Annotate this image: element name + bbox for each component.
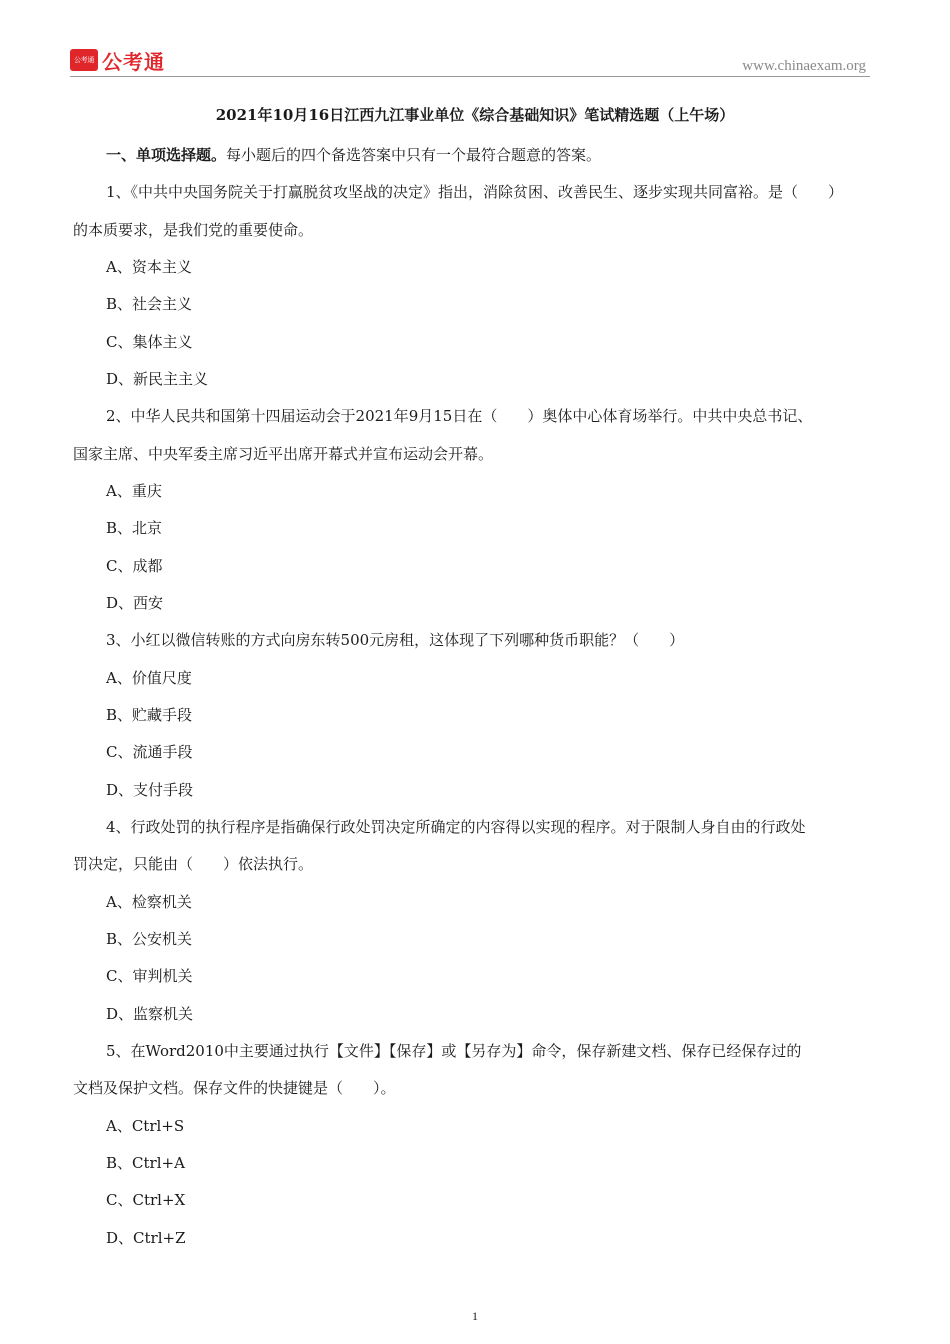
question-4-option-a: A、检察机关 <box>106 893 192 911</box>
question-1-stem-line1: 1、《中共中央国务院关于打赢脱贫攻坚战的决定》指出，消除贫困、改善民生、逐步实现共同富裕。是（ ） <box>106 183 844 201</box>
question-4-option-b: B、公安机关 <box>106 930 193 948</box>
logo-text: 公考通 <box>102 50 165 74</box>
question-4-stem-line2: 罚决定，只能由（ ）依法执行。 <box>73 855 314 873</box>
section-heading <box>106 144 601 165</box>
question-3-stem-line1: 3、小红以微信转账的方式向房东转500元房租，这体现了下列哪种货币职能？（ ） <box>106 631 685 649</box>
question-4-option-c: C、审判机关 <box>106 967 193 985</box>
question-5-option-b: B、Ctrl+A <box>106 1154 185 1172</box>
question-5-stem-line2: 文档及保护文档。保存文件的快捷键是（ ）。 <box>73 1079 396 1097</box>
question-2-option-c: C、成都 <box>106 557 163 575</box>
question-1-option-a: A、资本主义 <box>106 258 192 276</box>
page-number: 1 <box>472 1309 478 1323</box>
question-3-option-c: C、流通手段 <box>106 743 193 761</box>
question-3-option-d: D、支付手段 <box>106 781 194 799</box>
question-2-option-b: B、北京 <box>106 519 163 537</box>
question-2-option-a: A、重庆 <box>106 482 162 500</box>
question-4-option-d: D、监察机关 <box>106 1005 194 1023</box>
question-2-option-d: D、西安 <box>106 594 164 612</box>
header-divider <box>70 76 870 77</box>
question-4-stem-line1: 4、行政处罚的执行程序是指确保行政处罚决定所确定的内容得以实现的程序。对于限制人身自由的行政处 <box>106 818 806 836</box>
document-title: 2021年10月16日江西九江事业单位《综合基础知识》笔试精选题（上午场） <box>215 106 735 124</box>
logo-badge: 公考通 <box>70 49 98 71</box>
section-instruction: 每小题后的四个备选答案中只有一个最符合题意的答案。 <box>226 146 602 164</box>
question-3-option-b: B、贮藏手段 <box>106 706 193 724</box>
question-2-stem-line2: 国家主席、中央军委主席习近平出席开幕式并宣布运动会开幕。 <box>73 445 494 463</box>
page-header <box>0 0 950 80</box>
question-3-option-a: A、价值尺度 <box>106 669 192 687</box>
question-5-option-c: C、Ctrl+X <box>106 1191 186 1209</box>
question-1-option-b: B、社会主义 <box>106 295 193 313</box>
question-1-option-d: D、新民主主义 <box>106 370 209 388</box>
question-5-option-a: A、Ctrl+S <box>106 1117 185 1135</box>
question-5-option-d: D、Ctrl+Z <box>106 1229 186 1247</box>
question-1-option-c: C、集体主义 <box>106 333 193 351</box>
site-url[interactable]: www.chinaexam.org <box>742 58 866 74</box>
section-heading-label: 一、单项选择题。 <box>106 146 227 164</box>
question-2-stem-line1: 2、中华人民共和国第十四届运动会于2021年9月15日在（ ）奥体中心体育场举行。中共中央总书记、 <box>106 407 813 425</box>
question-5-stem-line1: 5、在Word2010中主要通过执行【文件】【保存】或【另存为】命令，保存新建文档、保存已经保存过的 <box>106 1042 802 1060</box>
question-1-stem-line2: 的本质要求，是我们党的重要使命。 <box>73 221 314 239</box>
